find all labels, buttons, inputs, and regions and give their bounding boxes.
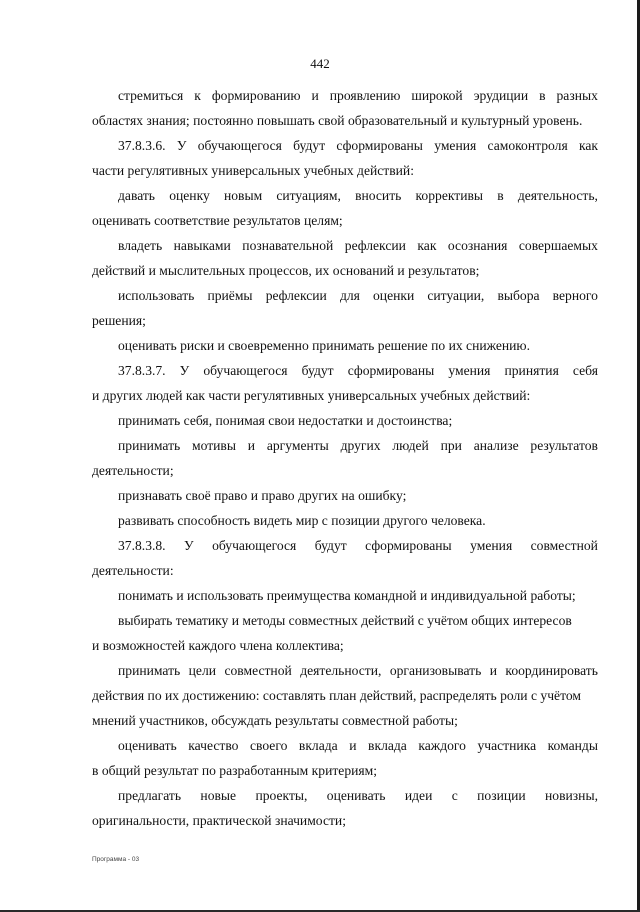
text-line: и других людей как части регулятивных универсальных учебных действий:	[92, 388, 531, 403]
text-line: принимать себя, понимая свои недостатки и достоинства;	[118, 413, 453, 428]
text-line: областях знания; постоянно повышать свой образовательный и культурный уровень.	[92, 113, 583, 128]
text-line: и возможностей каждого члена коллектива;	[92, 638, 344, 653]
text-line: действия по их достижению: составлять план действий, распределять роли с учётом	[92, 688, 581, 703]
page-number: 442	[310, 56, 330, 71]
text-line: признавать своё право и право других на ошибку;	[118, 488, 407, 503]
text-line: давать оценку новым ситуациям, вносить коррективы в деятельность,	[118, 188, 598, 203]
text-line: владеть навыками познавательной рефлексии как осознания совершаемых	[118, 238, 598, 253]
text-line: оценивать качество своего вклада и вклада каждого участника команды	[118, 738, 598, 753]
text-line: в общий результат по разработанным критериям;	[92, 763, 378, 778]
text-line: деятельности:	[92, 563, 174, 578]
text-line: стремиться к формированию и проявлению широкой эрудиции в разных	[118, 88, 598, 103]
text-line: оценивать риски и своевременно принимать решение по их снижению.	[118, 338, 530, 353]
text-line: 37.8.3.7. У обучающегося будут сформированы умения принятия себя	[118, 363, 598, 378]
text-line: развивать способность видеть мир с позиции другого человека.	[118, 513, 486, 528]
text-line: части регулятивных универсальных учебных действий:	[92, 163, 414, 178]
text-line: предлагать новые проекты, оценивать идеи с позиции новизны,	[118, 788, 598, 803]
footer-note: Программа - 03	[92, 856, 140, 863]
text-line: принимать цели совместной деятельности, организовывать и координировать	[118, 663, 598, 678]
text-line: деятельности;	[92, 463, 174, 478]
text-line: мнений участников, обсуждать результаты совместной работы;	[92, 713, 458, 728]
text-line: 37.8.3.8. У обучающегося будут сформированы умения совместной	[118, 538, 598, 553]
text-line: выбирать тематику и методы совместных действий с учётом общих интересов	[118, 613, 572, 628]
text-line: использовать приёмы рефлексии для оценки ситуации, выбора верного	[118, 288, 598, 303]
text-line: понимать и использовать преимущества командной и индивидуальной работы;	[118, 588, 576, 603]
text-line: решения;	[92, 313, 146, 328]
text-line: действий и мыслительных процессов, их оснований и результатов;	[92, 263, 480, 278]
text-line: 37.8.3.6. У обучающегося будут сформированы умения самоконтроля как	[118, 138, 598, 153]
text-line: оценивать соответствие результатов целям;	[92, 213, 343, 228]
text-line: оригинальности, практической значимости;	[92, 813, 346, 828]
text-line: принимать мотивы и аргументы других людей при анализе результатов	[118, 438, 598, 453]
